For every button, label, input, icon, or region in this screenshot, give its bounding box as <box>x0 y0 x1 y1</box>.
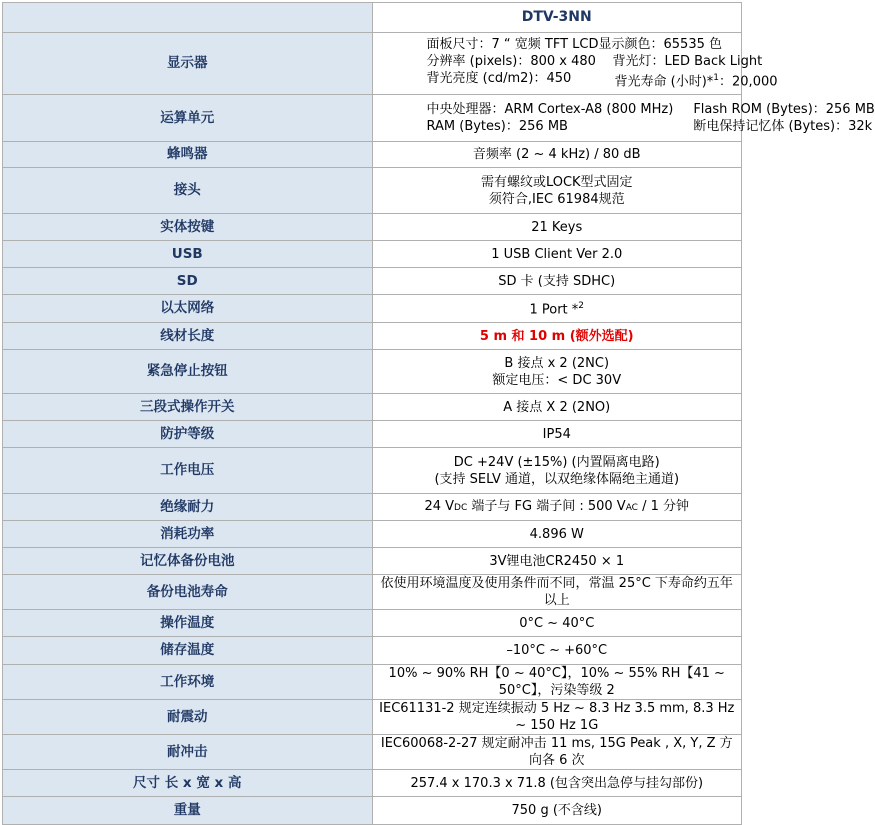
label-display: 显示器 <box>3 33 373 95</box>
row-ethernet <box>3 295 742 323</box>
value-op-temp: 0°C ~ 40°C <box>372 610 742 637</box>
label-insulation: 绝缘耐力 <box>3 494 373 521</box>
model-name: DTV-3NN <box>372 3 742 33</box>
display-panel: 面板尺寸：7 “ 宽频 TFT LCD <box>426 37 599 53</box>
value-dimensions: 257.4 x 170.3 x 71.8 (包含突出急停与挂勾部份) <box>372 770 742 797</box>
value-environment: 10% ~ 90% RH【0 ~ 40°C】，10% ~ 55% RH【41 ~ 50°C】，污染等级 2 <box>372 665 742 700</box>
value-insulation: 24 VDC 端子与 FG 端子间 : 500 VAC / 1 分钟 <box>372 494 742 521</box>
label-keys: 实体按键 <box>3 214 373 241</box>
value-connector: 需有螺纹或LOCK型式固定 须符合,IEC 61984规范 <box>372 168 742 214</box>
label-vibration: 耐震动 <box>3 700 373 735</box>
value-vibration: IEC61131-2 规定连续振动 5 Hz ~ 8.3 Hz 3.5 mm, 8.3 Hz ~ 150 Hz 1G <box>372 700 742 735</box>
row-usb <box>3 241 742 268</box>
label-weight: 重量 <box>3 797 373 825</box>
row-connector <box>3 168 742 214</box>
value-usb: 1 USB Client Ver 2.0 <box>372 241 742 268</box>
label-cable: 线材长度 <box>3 323 373 350</box>
label-dimensions: 尺寸 长 x 宽 x 高 <box>3 770 373 797</box>
display-backlight: 背光灯：LED Back Light <box>612 54 763 70</box>
label-estop: 紧急停止按钮 <box>3 350 373 394</box>
value-backup-battery: 3V锂电池CR2450 × 1 <box>372 548 742 575</box>
value-storage-temp: –10°C ~ +60°C <box>372 637 742 665</box>
value-ethernet: 1 Port *$^2$ <box>372 295 742 323</box>
label-buzzer: 蜂鸣器 <box>3 142 373 168</box>
label-usb: USB <box>3 241 373 268</box>
label-cpu: 运算单元 <box>3 95 373 142</box>
label-connector: 接头 <box>3 168 373 214</box>
display-colors: 显示颜色：65535 色 <box>598 37 722 53</box>
row-keys <box>3 214 742 241</box>
value-enable-switch: A 接点 X 2 (2NO) <box>372 394 742 421</box>
value-display <box>372 33 778 95</box>
cpu-processor: 中央处理器：ARM Cortex-A8 (800 MHz) <box>426 102 674 117</box>
row-voltage <box>3 448 742 494</box>
row-cable <box>3 323 742 350</box>
row-storage-temp <box>3 637 742 665</box>
value-buzzer: 音频率 (2 ~ 4 kHz) / 80 dB <box>372 142 742 168</box>
spec-table <box>2 2 875 825</box>
label-enable-switch: 三段式操作开关 <box>3 394 373 421</box>
row-insulation <box>3 494 742 521</box>
row-backup-battery <box>3 548 742 575</box>
cpu-ram: RAM (Bytes)：256 MB <box>426 119 568 134</box>
value-power: 4.896 W <box>372 521 742 548</box>
value-weight: 750 g (不含线) <box>372 797 742 825</box>
row-dimensions <box>3 770 742 797</box>
label-protection: 防护等级 <box>3 421 373 448</box>
row-protection <box>3 421 742 448</box>
label-battery-life: 备份电池寿命 <box>3 575 373 610</box>
value-voltage: DC +24V (±15%) (内置隔离电路) (支持 SELV 通道，以双绝缘体隔绝主通道) <box>372 448 742 494</box>
row-enable-switch <box>3 394 742 421</box>
header-row <box>3 3 742 33</box>
cpu-retain-memory: 断电保持记忆体 (Bytes)：32k <box>693 119 873 134</box>
row-cpu <box>3 95 742 142</box>
row-power <box>3 521 742 548</box>
label-ethernet: 以太网络 <box>3 295 373 323</box>
cpu-flash: Flash ROM (Bytes)：256 MB <box>693 102 875 117</box>
label-sd: SD <box>3 268 373 295</box>
label-backup-battery: 记忆体备份电池 <box>3 548 373 575</box>
label-storage-temp: 储存温度 <box>3 637 373 665</box>
value-shock: IEC60068-2-27 规定耐冲击 11 ms, 15G Peak , X, Y, Z 方向各 6 次 <box>372 735 742 770</box>
header-blank-cell <box>3 3 373 33</box>
display-resolution: 分辨率 (pixels)：800 x 480 <box>426 54 596 70</box>
label-op-temp: 操作温度 <box>3 610 373 637</box>
label-shock: 耐冲击 <box>3 735 373 770</box>
label-voltage: 工作电压 <box>3 448 373 494</box>
value-cable: 5 m 和 10 m (额外选配) <box>372 323 742 350</box>
value-cpu <box>372 95 875 142</box>
row-display <box>3 33 742 95</box>
label-power: 消耗功率 <box>3 521 373 548</box>
display-backlight-life: 背光寿命 (小时)*$^1$：20,000 <box>614 73 778 90</box>
label-environment: 工作环境 <box>3 665 373 700</box>
display-brightness: 背光亮度 (cd/m2)：450 <box>426 71 572 87</box>
row-battery-life <box>3 575 742 610</box>
row-buzzer <box>3 142 742 168</box>
row-shock <box>3 735 742 770</box>
row-environment <box>3 665 742 700</box>
value-estop: B 接点 x 2 (2NC) 额定电压：< DC 30V <box>372 350 742 394</box>
row-weight <box>3 797 742 825</box>
value-protection: IP54 <box>372 421 742 448</box>
value-keys: 21 Keys <box>372 214 742 241</box>
row-estop <box>3 350 742 394</box>
row-sd <box>3 268 742 295</box>
row-vibration <box>3 700 742 735</box>
value-sd: SD 卡 (支持 SDHC) <box>372 268 742 295</box>
row-op-temp <box>3 610 742 637</box>
value-battery-life: 依使用环境温度及使用条件而不同，常温 25°C 下寿命约五年以上 <box>372 575 742 610</box>
